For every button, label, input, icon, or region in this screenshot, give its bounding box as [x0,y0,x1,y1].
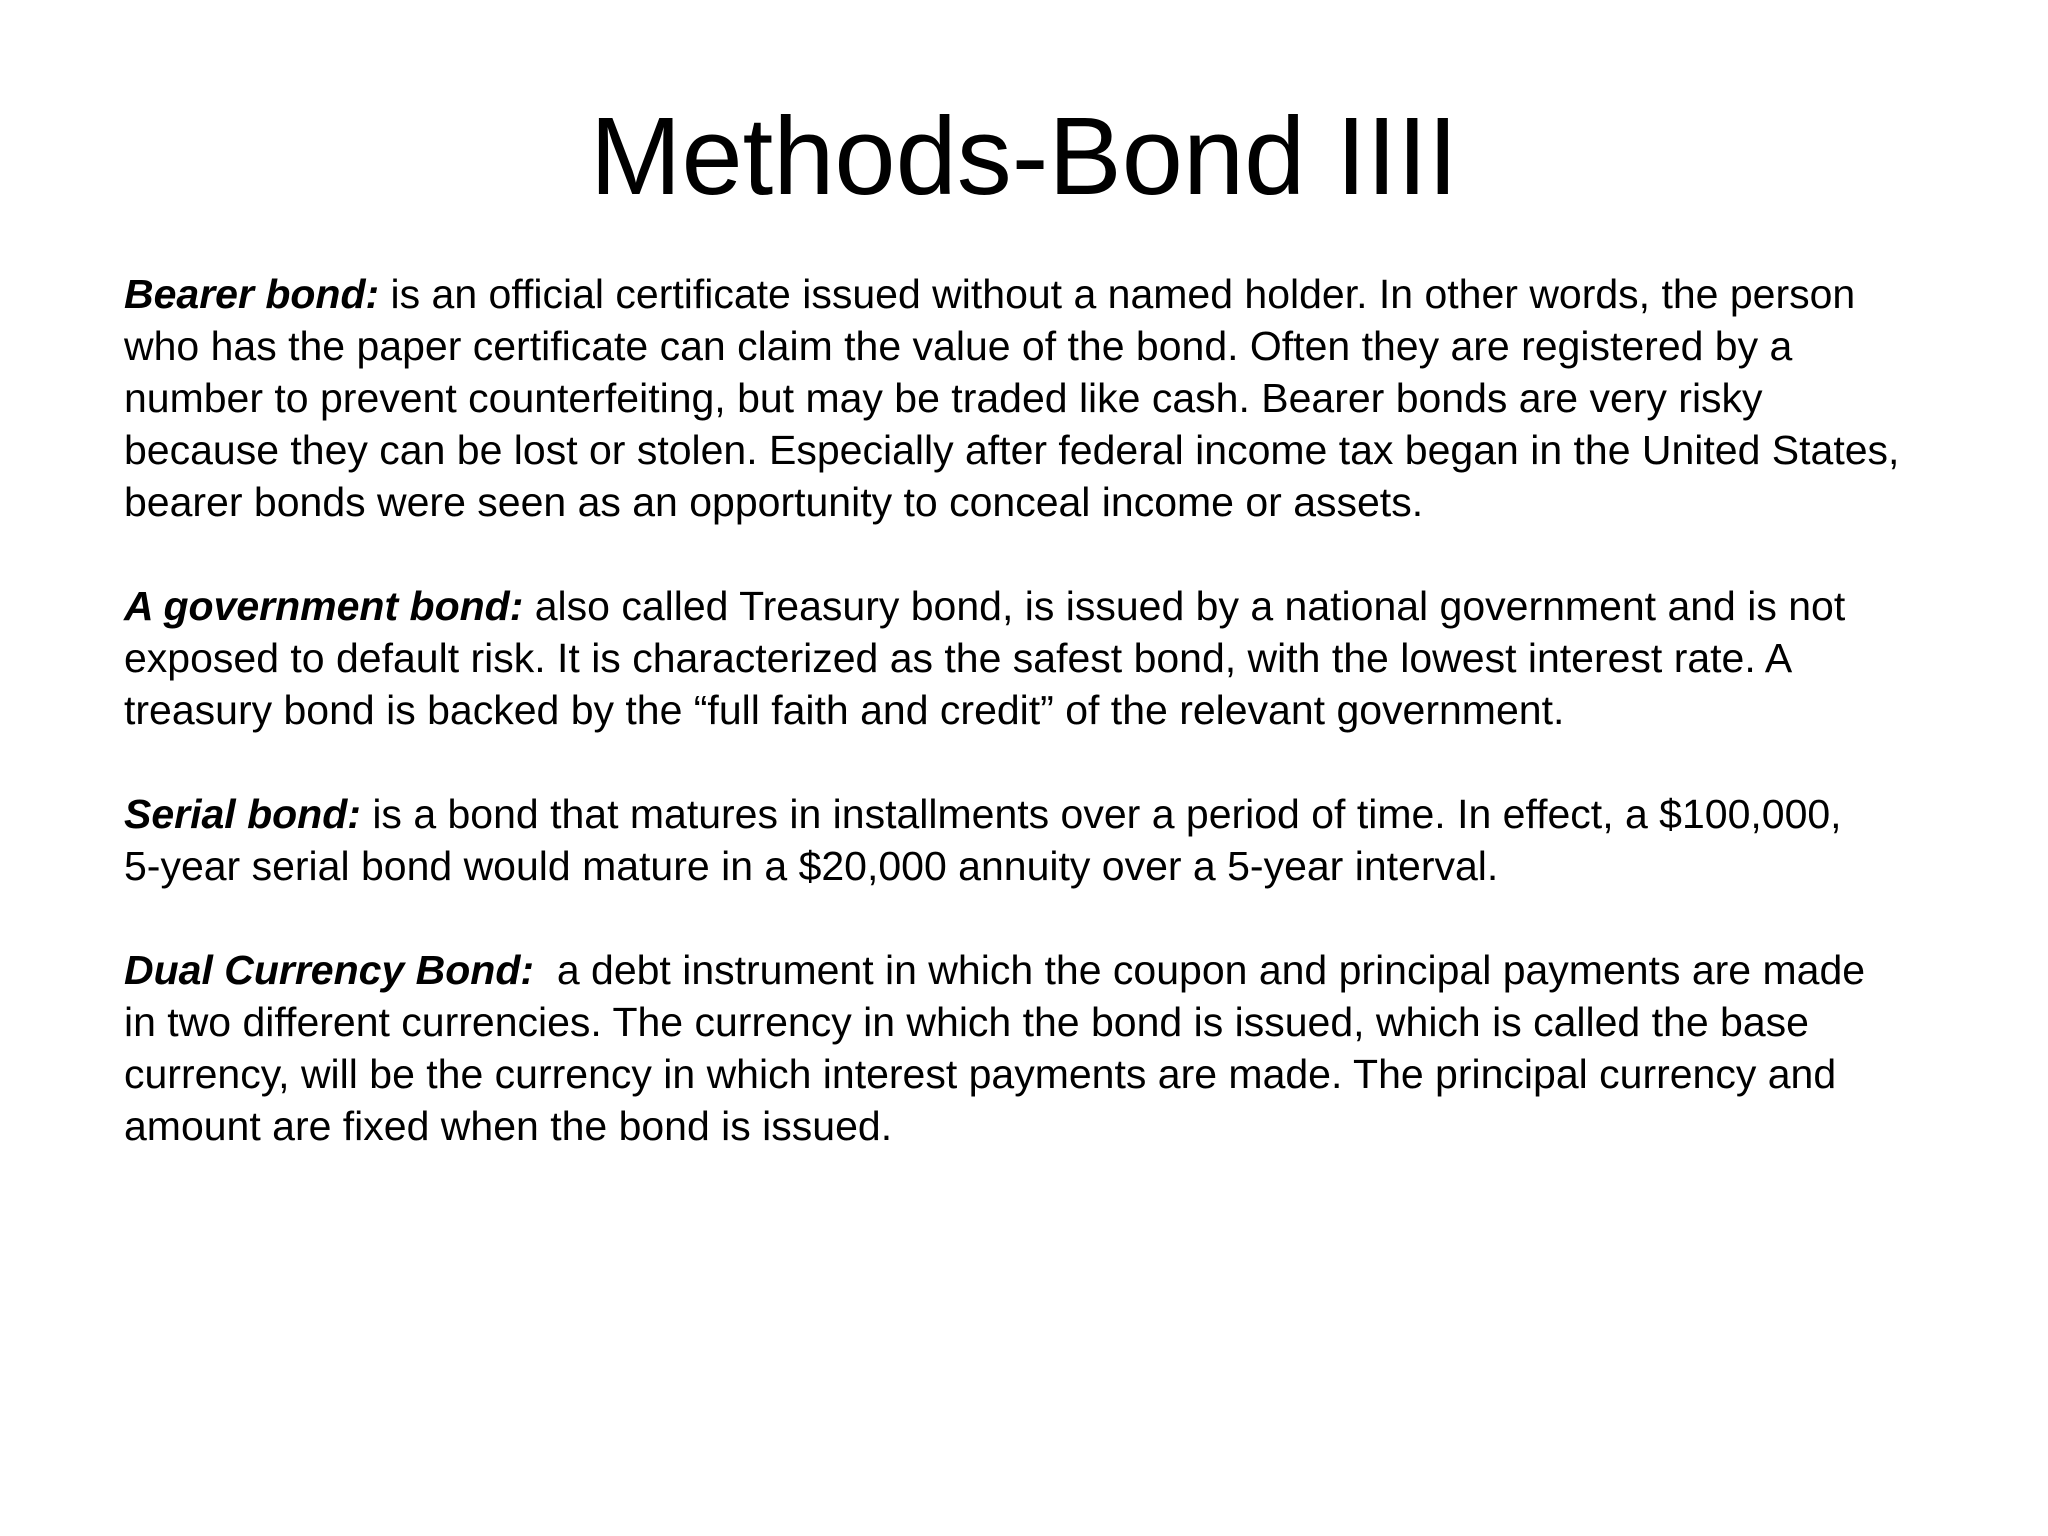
definition-text-line: number to prevent counterfeiting, but may be traded like cash. Bearer bonds are very risky [124,375,1763,421]
definition-text-line: a debt instrument in which the coupon and principal payments are made [534,947,1866,993]
definition-government-bond [124,580,2004,736]
definition-text-line: is an official certificate issued without a named holder. In other words, the person [379,271,1856,317]
slide-title: Methods-Bond IIII [589,95,1459,218]
definition-text-line: also called Treasury bond, is issued by a national government and is not [523,583,1846,629]
definition-serial-bond [124,788,2004,892]
definition-text-line: bearer bonds were seen as an opportunity to conceal income or assets. [124,479,1424,525]
definition-dual-currency-bond [124,944,2004,1152]
definition-text-line: amount are fixed when the bond is issued. [124,1103,893,1149]
definition-text-line: treasury bond is backed by the “full faith and credit” of the relevant government. [124,687,1565,733]
definition-text-line: exposed to default risk. It is characterized as the safest bond, with the lowest interest rate. A [124,635,1793,681]
definition-text-line: in two different currencies. The currency in which the bond is issued, which is called the base [124,999,1809,1045]
definition-text-line: 5-year serial bond would mature in a $20,000 annuity over a 5-year interval. [124,843,1499,889]
definition-term: Dual Currency Bond: [124,947,535,993]
definition-text-line: currency, will be the currency in which interest payments are made. The principal currency and [124,1051,1837,1097]
definition-term: A government bond: [124,583,524,629]
definition-term: Serial bond: [124,791,361,837]
definition-text-line: who has the paper certificate can claim the value of the bond. Often they are registered by a [124,323,1793,369]
slide-body [124,268,2004,1204]
definition-term: Bearer bond: [124,271,380,317]
definition-text-line: because they can be lost or stolen. Especially after federal income tax began in the United States, [124,427,1900,473]
definition-text-line: is a bond that matures in installments over a period of time. In effect, a $100,000, [360,791,1842,837]
definition-bearer-bond [124,268,2004,528]
